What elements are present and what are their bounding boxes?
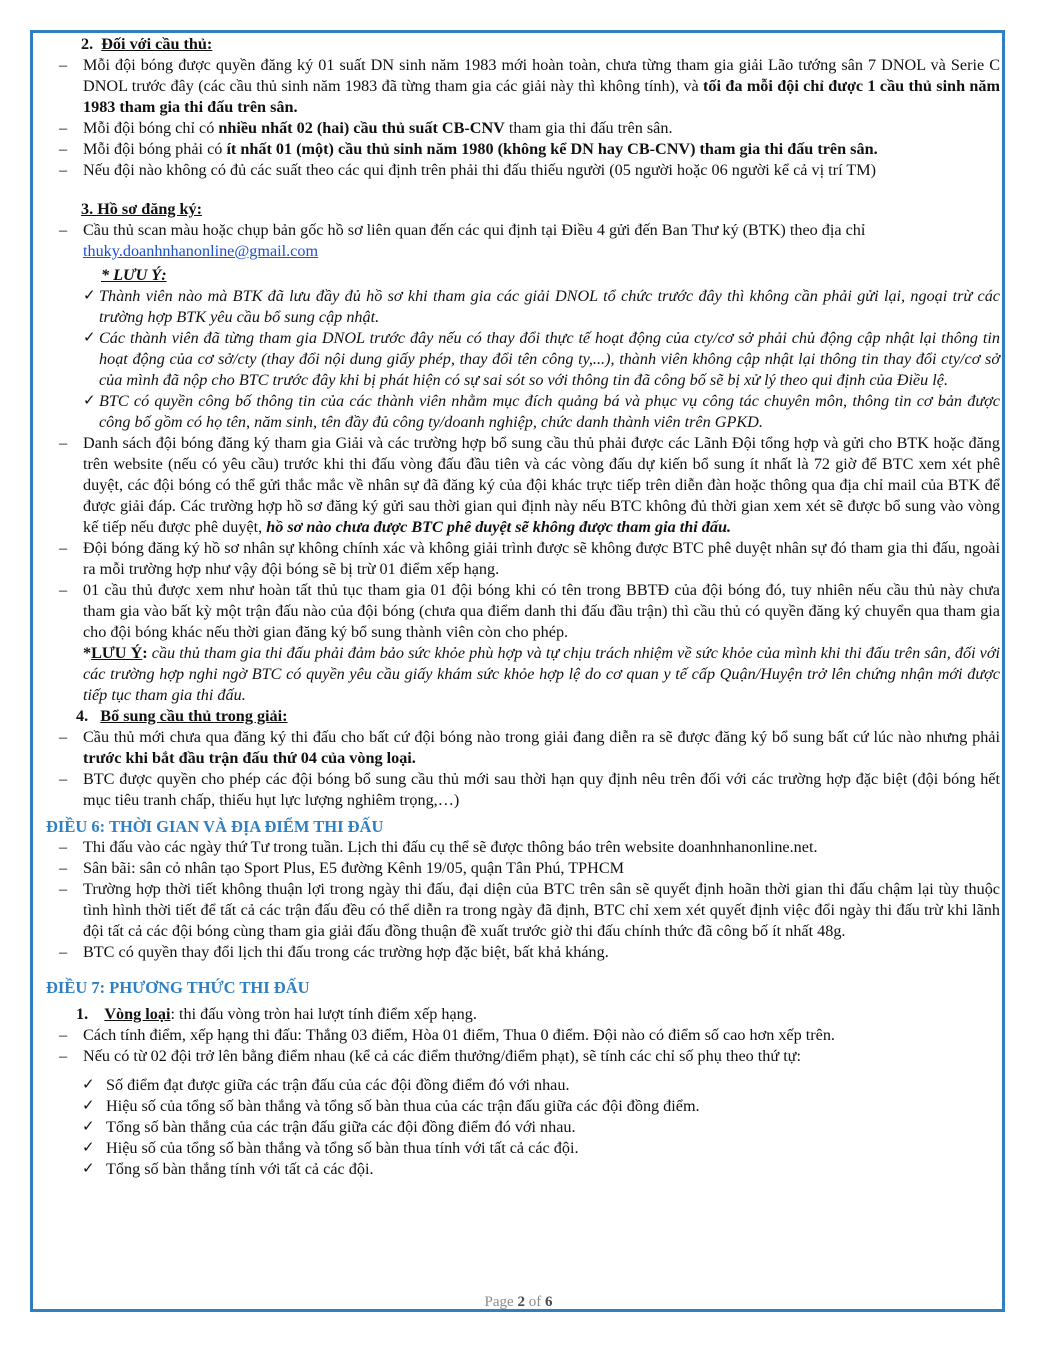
list-item: – 01 cầu thủ được xem như hoàn tất thủ tục tham gia 01 đội bóng khi có tên trong BBTĐ của đội bóng đó, tuy nhiên nếu cầu thủ này chưa tham gia vào bất kỳ một trận đấu nào của đội bóng (chưa qua điểm danh thi đấu đầu trận) thì cầu thủ có quyền đăng ký chuyển qua tham gia cho đội bóng khác nếu thời gian đăng ký bổ sung thành viên còn cho phép. (52, 580, 1000, 643)
section-2-heading: 2. Đối với cầu thủ: (81, 35, 213, 53)
document-body (46, 34, 1001, 1180)
criteria-item: ✓ Hiệu số của tổng số bàn thắng và tổng số bàn thua tính với tất cả các đội. (52, 1138, 1000, 1159)
section-4-heading: 4. Bổ sung cầu thủ trong giải: (76, 707, 288, 725)
health-note: *LƯU Ý: cầu thủ tham gia thi đấu phải đảm bảo sức khỏe phù hợp và tự chịu trách nhiệm về sức khỏe của mình khi thi đấu trên sân, đối với các trường hợp nghi ngờ BTC có quyền yêu cầu giấy khám sức khỏe hợp lệ do cơ quan y tế cấp Quận/Huyện trở lên chứng nhận mới được tiếp tục tham gia thi đấu. (83, 644, 1001, 704)
note-item: ✓ BTC có quyền công bố thông tin của các thành viên nhằm mục đích quảng bá và phục vụ công tác chuyên môn, thông tin cơ bản được công bố gồm có họ tên, năm sinh, tên đầy đủ công ty/doanh nghiệp, chức danh thành viên trên GPKD. (83, 391, 1000, 433)
criteria-item: ✓ Số điểm đạt được giữa các trận đấu của các đội đồng điểm đó với nhau. (52, 1075, 1000, 1096)
subsection-1: 1. Vòng loại: thi đấu vòng tròn hai lượt tính điểm xếp hạng. (76, 1005, 477, 1023)
list-item: – BTC có quyền thay đổi lịch thi đấu trong các trường hợp đặc biệt, bất khả kháng. (52, 942, 1000, 963)
page-number: Page 2 of 6 (484, 1294, 553, 1310)
list-item: – Danh sách đội bóng đăng ký tham gia Giải và các trường hợp bổ sung cầu thủ phải được các Lãnh Đội tổng hợp và gửi cho BTK hoặc đăng trên website (nếu có yêu cầu) trước khi thi đấu vòng đấu đầu tiên và các vòng đấu dự kiến bổ sung ít nhất là 72 giờ để BTC xem xét phê duyệt, các đội bóng có thể gửi thắc mắc về nhân sự đã đăng ký của đội khác trực tiếp trên diễn đàn hoặc thông qua địa chỉ mail của BTK để được giải đáp. Các trường hợp hồ sơ đăng ký gửi sau thời gian qui định này nếu BTC không đủ thời gian xem xét sẽ được bổ sung vào vòng kế tiếp nếu được phê duyệt, hồ sơ nào chưa được BTC phê duyệt sẽ không được tham gia thi đấu. (52, 433, 1000, 538)
list-item: – Mỗi đội bóng được quyền đăng ký 01 suất DN sinh năm 1983 mới hoàn toàn, chưa từng tham gia giải Lão tướng sân 7 DNOL và Serie C DNOL trước đây (các cầu thủ sinh năm 1983 đã từng tham gia các giải này thì không tính), và tối đa mỗi đội chỉ được 1 cầu thủ sinh năm 1983 tham gia thi đấu trên sân. (52, 55, 1000, 118)
email-link[interactable]: thuky.doanhnhanonline@gmail.com (83, 242, 319, 260)
section-2-title: Đối với cầu thủ: (101, 35, 213, 53)
list-item: – Mỗi đội bóng phải có ít nhất 01 (một) cầu thủ sinh năm 1980 (không kể DN hay CB-CNV) tham gia thi đấu trên sân. (52, 139, 1000, 160)
list-item: – Sân bãi: sân cỏ nhân tạo Sport Plus, E5 đường Kênh 19/05, quận Tân Phú, TPHCM (52, 858, 1000, 879)
section-3-title: 3. Hồ sơ đăng ký: (81, 200, 202, 218)
list-item: – Mỗi đội bóng chỉ có nhiều nhất 02 (hai) cầu thủ suất CB-CNV tham gia thi đấu trên sân. (52, 118, 1000, 139)
note-item: ✓ Các thành viên đã từng tham gia DNOL trước đây nếu có thay đổi thực tế hoạt động của cty/cơ sở phải chủ động cập nhật lại thông tin hoạt động của cơ sở/cty (thay đổi nội dung giấy phép, thay đổi tên công ty,...), thành viên không cập nhật lại thông tin thay đổi cty/cơ sở của mình đã nộp cho BTC trước đây khi bị phát hiện có sự sai sót so với thông tin đã công bố sẽ bị xử lý theo qui định của Điều lệ. (83, 328, 1000, 391)
list-item: – BTC được quyền cho phép các đội bóng bổ sung cầu thủ mới sau thời hạn quy định nêu trên đối với các trường hợp đặc biệt (đội bóng hết mục tiêu tranh chấp, thiếu hụt lực lượng nghiêm trọng,…) (52, 769, 1000, 811)
list-item: – Trường hợp thời tiết không thuận lợi trong ngày thi đấu, đại diện của BTC trên sân sẽ quyết định hoãn thời gian thi đấu chậm lại tùy thuộc tình hình thời tiết để tất cả các trận đấu đều có thể diễn ra trong ngày đã định, BTC chỉ xem xét quyết định việc đổi ngày thi đấu trừ khi lãnh đội tất cả các đội bóng cùng tham gia giải đấu đồng thuận đề xuất trước giờ thi đấu chính thức đã công bố ít nhất 48g. (52, 879, 1000, 942)
list-item: – Nếu đội nào không có đủ các suất theo các qui định trên phải thi đấu thiếu người (05 người hoặc 06 người kể cả vị trí TM) (52, 160, 1000, 181)
list-item: – Đội bóng đăng ký hồ sơ nhân sự không chính xác và không giải trình được sẽ không được BTC phê duyệt nhân sự đó tham gia thi đấu, ngoài ra mỗi trường hợp như vậy đội bóng sẽ bị trừ 01 điểm xếp hạng. (52, 538, 1000, 580)
note-item: ✓ Thành viên nào mà BTK đã lưu đầy đủ hồ sơ khi tham gia các giải DNOL tổ chức trước đây thì không cần phải gửi lại, ngoại trừ các trường hợp BTK yêu cầu bổ sung cập nhật. (83, 286, 1000, 328)
section-3-heading (52, 199, 1000, 220)
note-block (52, 265, 1000, 286)
criteria-item: ✓ Hiệu số của tổng số bàn thắng và tổng số bàn thua của các trận đấu giữa các đội đồng điểm. (52, 1096, 1000, 1117)
list-item: – Cầu thủ scan màu hoặc chụp bản gốc hồ sơ liên quan đến các qui định tại Điều 4 gửi đến Ban Thư ký (BTK) theo địa chỉ thuky.doanhnhanonline@gmail.com (52, 220, 1000, 262)
list-item: – Cách tính điểm, xếp hạng thi đấu: Thắng 03 điểm, Hòa 01 điểm, Thua 0 điểm. Đội nào có điểm số cao hơn xếp trên. (52, 1025, 1000, 1046)
article-7-heading: ĐIỀU 7: PHƯƠNG THỨC THI ĐẤU (46, 978, 310, 997)
list-item: – Thi đấu vào các ngày thứ Tư trong tuần. Lịch thi đấu cụ thể sẽ được thông báo trên website doanhnhanonline.net. (52, 837, 1000, 858)
criteria-item: ✓ Tổng số bàn thắng của các trận đấu giữa các đội đồng điểm đó với nhau. (52, 1117, 1000, 1138)
article-6-heading: ĐIỀU 6: THỜI GIAN VÀ ĐỊA ĐIỂM THI ĐẤU (46, 817, 384, 836)
list-item: – Cầu thủ mới chưa qua đăng ký thi đấu cho bất cứ đội bóng nào trong giải đang diễn ra sẽ được đăng ký bổ sung bất cứ lúc nào nhưng phải trước khi bắt đầu trận đấu thứ 04 của vòng loại. (52, 727, 1000, 769)
note-title: * LƯU Ý: (101, 266, 167, 284)
criteria-item: ✓ Tổng số bàn thắng tính với tất cả các đội. (52, 1159, 1000, 1180)
list-item: – Nếu có từ 02 đội trở lên bằng điểm nhau (kể cả các điểm thưởng/điểm phạt), sẽ tính các chỉ số phụ theo thứ tự: (52, 1046, 1000, 1067)
section-4-title: Bổ sung cầu thủ trong giải: (100, 707, 288, 725)
